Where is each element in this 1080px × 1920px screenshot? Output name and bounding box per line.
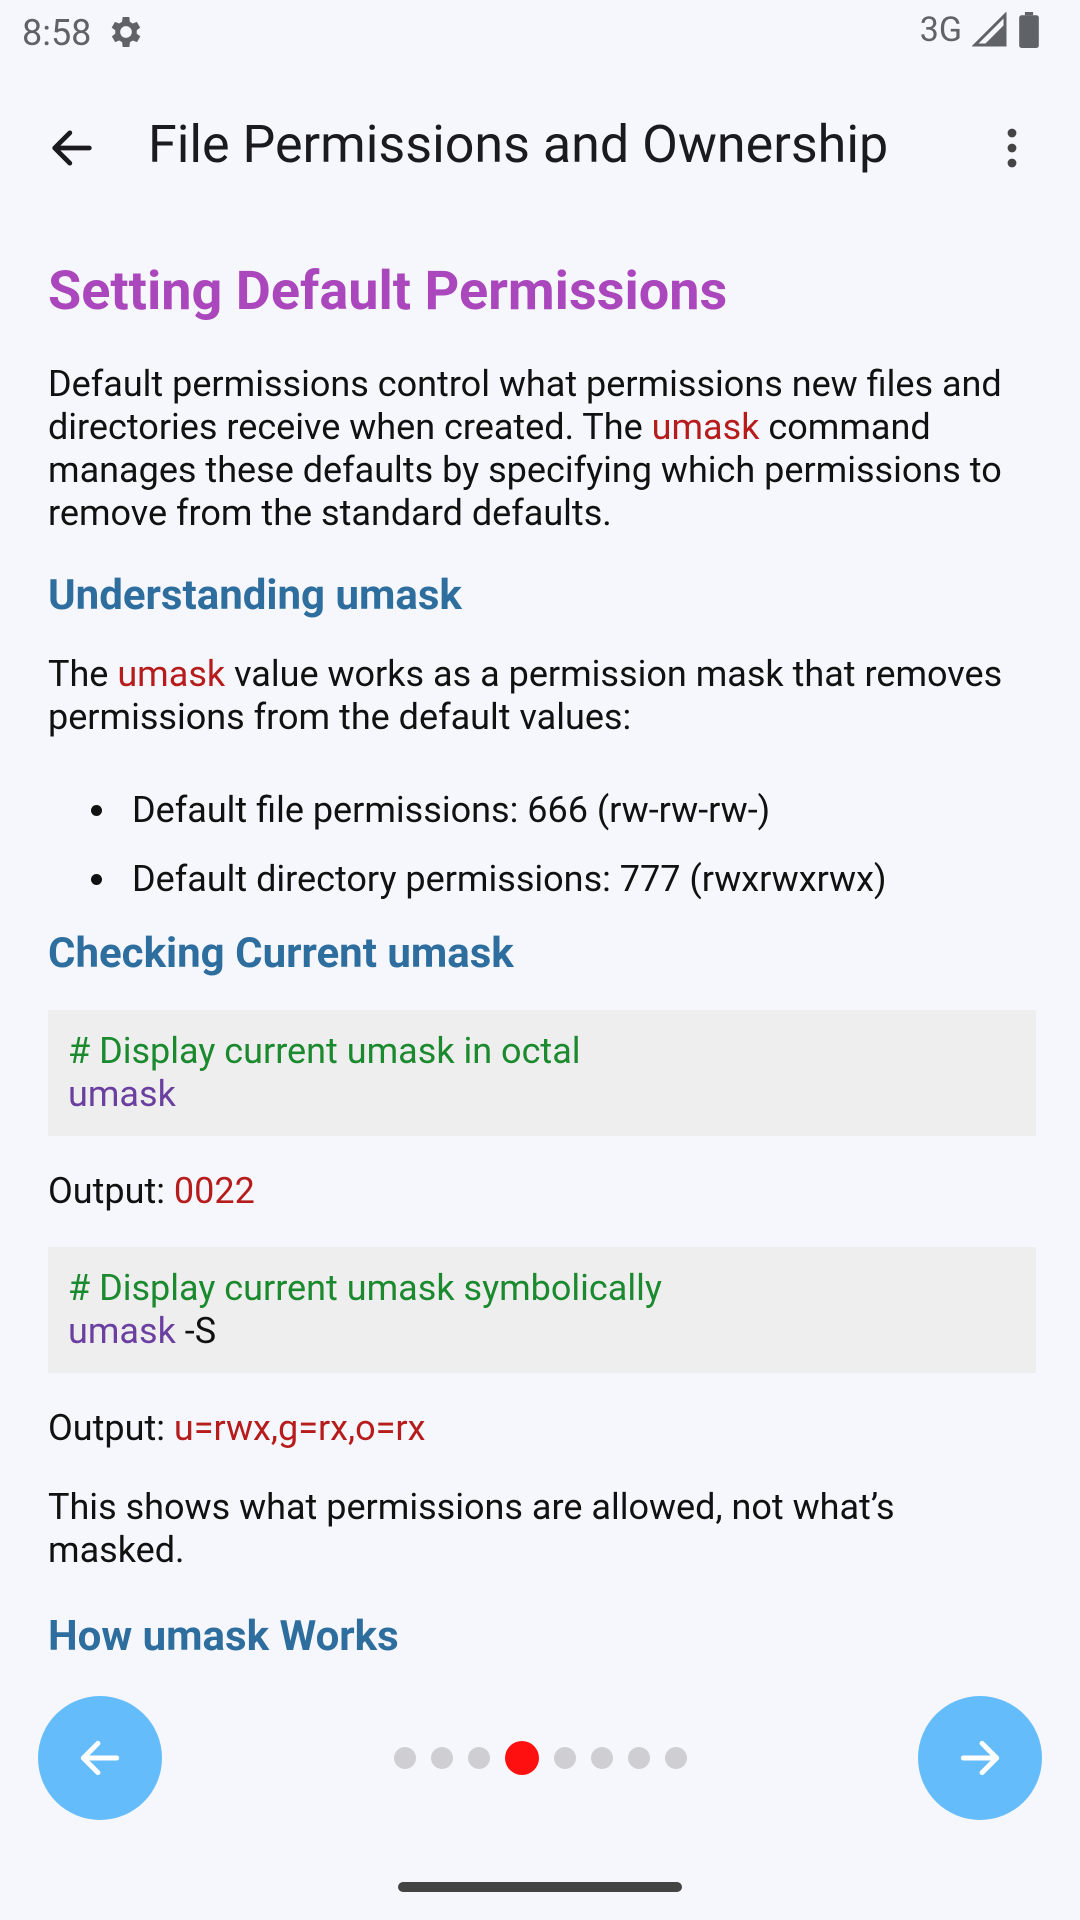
- page-dot[interactable]: [394, 1747, 416, 1769]
- output-line-symbolic: [48, 1407, 1036, 1450]
- code-keyword: umask: [68, 1309, 176, 1352]
- app-bar: [0, 84, 1080, 212]
- page-dot-active[interactable]: [505, 1741, 539, 1775]
- output-value: u=rwx,g=rx,o=rx: [173, 1406, 426, 1449]
- intro-text-end: command manages these defaults by specifying which permissions to remove from the standard defaults.: [48, 405, 1002, 534]
- output-label: Output:: [48, 1406, 174, 1449]
- page-dot[interactable]: [628, 1747, 650, 1769]
- output-line-octal: [48, 1170, 1036, 1213]
- gear-icon: [106, 12, 146, 52]
- network-type: 3G: [919, 10, 962, 50]
- list-item: • Default directory permissions: 777 (rwxrwxrwx): [120, 858, 1036, 901]
- status-time: 8:58: [22, 12, 92, 54]
- more-vert-icon: [988, 124, 1036, 172]
- page-title: File Permissions and Ownership: [148, 114, 889, 175]
- code-comment: # Display current umask symbolically: [68, 1266, 662, 1309]
- code-command: [68, 1073, 1016, 1116]
- code-comment: # Display current umask in octal: [68, 1029, 581, 1072]
- overflow-menu-button[interactable]: [980, 116, 1044, 180]
- page-indicator: [394, 1740, 702, 1776]
- signal-icon: [972, 12, 1008, 48]
- umask-text-end: value works as a permission mask that removes permissions from the default values:: [48, 653, 1003, 739]
- lesson-heading: Setting Default Permissions: [48, 260, 728, 323]
- arrow-left-icon: [46, 122, 98, 174]
- battery-icon: [1018, 12, 1040, 48]
- page-dot[interactable]: [665, 1747, 687, 1769]
- page-dot[interactable]: [468, 1747, 490, 1769]
- page-dot[interactable]: [431, 1747, 453, 1769]
- code-block-symbolic: [48, 1247, 1036, 1373]
- list-item: • Default file permissions: 666 (rw-rw-rw-): [120, 789, 1036, 832]
- umask-text-start: The: [48, 653, 118, 696]
- intro-paragraph: [48, 363, 1036, 535]
- section-heading-understanding: Understanding umask: [48, 570, 462, 620]
- intro-text-start: Default permissions control what permissions new files and directories receive when created. The: [48, 362, 1002, 448]
- umask-description: [48, 653, 1036, 739]
- back-button[interactable]: [40, 116, 104, 180]
- explanation-note: This shows what permissions are allowed, not what’s masked.: [48, 1485, 895, 1571]
- output-label: Output:: [48, 1169, 174, 1212]
- arrow-right-icon: [955, 1733, 1005, 1783]
- page-dot[interactable]: [591, 1747, 613, 1769]
- inline-code-umask: umask: [651, 405, 760, 448]
- section-heading-how-works: How umask Works: [48, 1611, 399, 1661]
- home-indicator[interactable]: [398, 1882, 682, 1892]
- status-bar: [0, 0, 1080, 64]
- code-keyword: umask: [68, 1072, 176, 1115]
- previous-page-button[interactable]: [38, 1696, 162, 1820]
- next-page-button[interactable]: [918, 1696, 1042, 1820]
- output-value: 0022: [173, 1169, 255, 1212]
- arrow-left-icon: [75, 1733, 125, 1783]
- defaults-list: [48, 789, 1036, 901]
- code-argument: -S: [175, 1309, 217, 1352]
- inline-code-umask-2: umask: [117, 653, 226, 696]
- code-command: [68, 1310, 1016, 1353]
- code-block-octal: [48, 1010, 1036, 1136]
- lesson-content: [48, 260, 1036, 1680]
- page-dot[interactable]: [554, 1747, 576, 1769]
- section-heading-checking: Checking Current umask: [48, 929, 514, 979]
